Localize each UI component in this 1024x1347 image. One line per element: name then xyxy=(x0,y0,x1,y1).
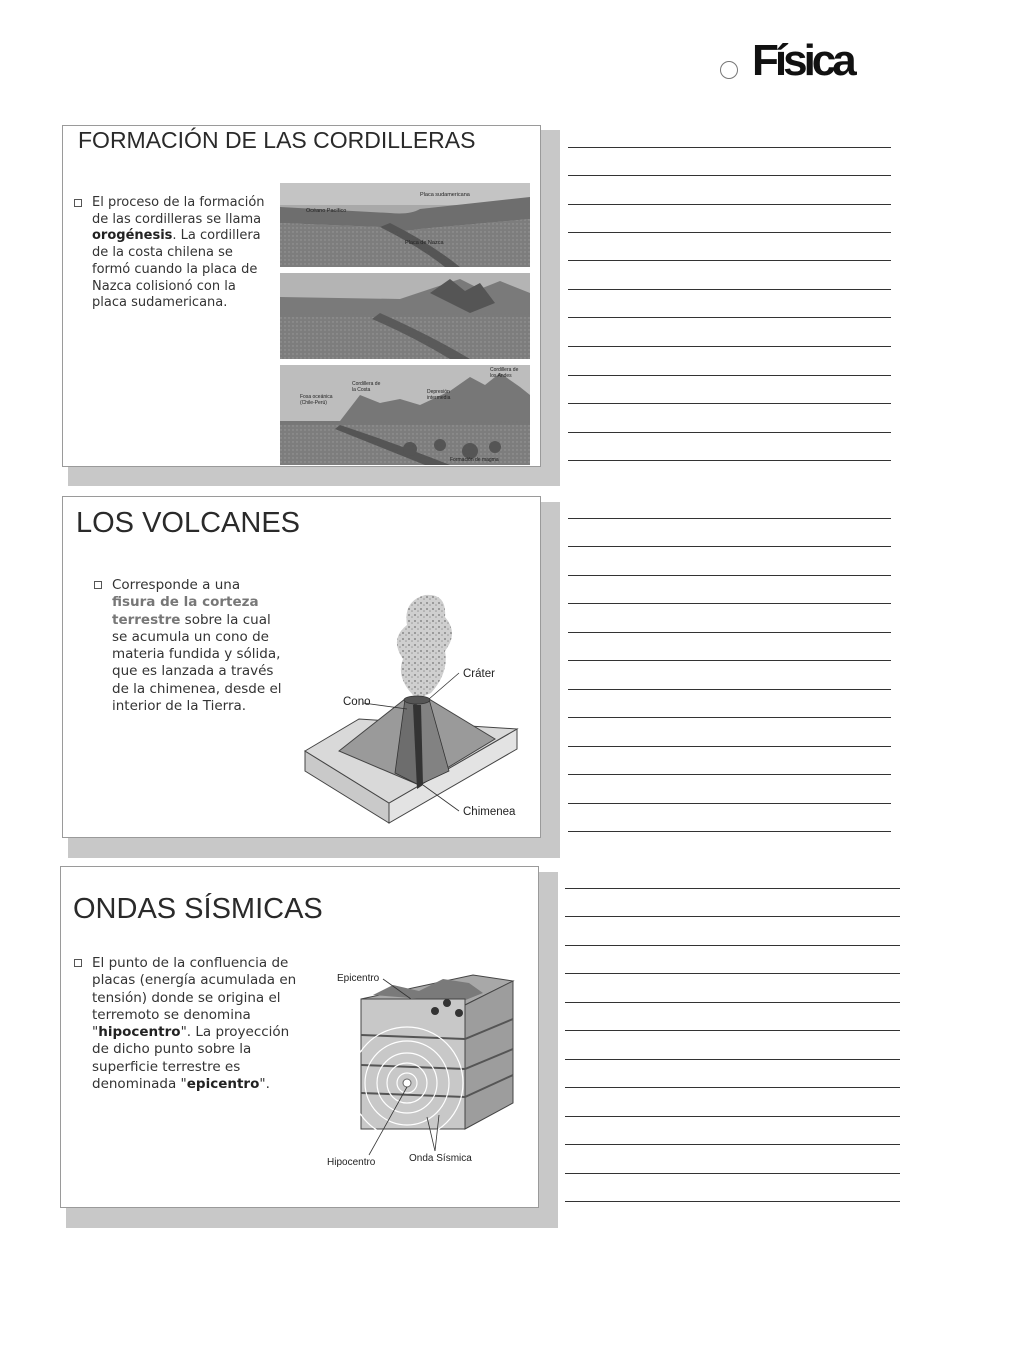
slide-title: LOS VOLCANES xyxy=(76,507,301,539)
slide-title: FORMACIÓN DE LAS CORDILLERAS xyxy=(78,127,476,153)
bullet-marker-icon xyxy=(74,959,82,967)
note-line xyxy=(568,774,891,775)
label-placa-sudamericana: Placa sudamericana xyxy=(420,192,470,198)
note-line xyxy=(565,1201,900,1202)
bullet-text: Corresponde a una fisura de la corteza terrestre sobre la cual se acumula un cono de materia fundida y sólida, que es lanzada a través de la chimenea, desde el interior de la Tierra. xyxy=(112,577,284,715)
label-oceano: Océano Pacífico xyxy=(306,208,347,214)
note-line xyxy=(568,375,891,376)
slide-volcanes xyxy=(62,496,541,838)
seismic-diagram xyxy=(323,965,523,1173)
note-line xyxy=(568,717,891,718)
label-cono: Cono xyxy=(343,696,371,708)
label-magma: Formación de magma xyxy=(450,457,499,463)
volcano-diagram xyxy=(299,589,539,829)
label-costa-1: Cordillera de xyxy=(352,381,381,387)
note-line xyxy=(568,660,891,661)
note-line xyxy=(565,1144,900,1145)
diagram-panel-2 xyxy=(280,273,530,359)
slide-title: ONDAS SÍSMICAS xyxy=(73,893,323,925)
label-fosa-1: Fosa oceánica xyxy=(300,394,333,400)
note-line xyxy=(568,460,891,461)
note-line xyxy=(565,1116,900,1117)
bullet-text: El proceso de la formación de las cordilleras se llama orogénesis. La cordillera de la costa chilena se formó cuando la placa de Nazca colisionó con la placa sudamericana. xyxy=(92,195,274,312)
note-line xyxy=(565,1002,900,1003)
note-line xyxy=(568,689,891,690)
note-line xyxy=(568,232,891,233)
note-line xyxy=(568,632,891,633)
diagram-panel-3 xyxy=(280,365,530,465)
note-line xyxy=(568,432,891,433)
note-line xyxy=(565,916,900,917)
note-line xyxy=(565,1030,900,1031)
note-line xyxy=(565,1173,900,1174)
slide-ondas-sismicas xyxy=(60,866,539,1208)
note-line xyxy=(568,317,891,318)
note-line xyxy=(568,175,891,176)
label-andes-2: los Andes xyxy=(490,373,512,379)
note-line xyxy=(568,260,891,261)
label-andes-1: Cordillera de xyxy=(490,367,519,373)
label-costa-2: la Costa xyxy=(352,387,371,393)
bullet-text: El punto de la confluencia de placas (energía acumulada en tensión) donde se origina el terremoto se denomina "hipocentro". La proyección de dicho punto sobre la superficie terrestre es denominada "epicentro". xyxy=(92,955,308,1093)
label-chimenea: Chimenea xyxy=(463,806,516,818)
label-depresion-1: Depresión xyxy=(427,389,450,395)
diagram-panel-1 xyxy=(280,183,530,267)
label-placa-nazca: Placa de Nazca xyxy=(405,240,444,246)
smoke-plume xyxy=(397,595,452,699)
note-line xyxy=(568,518,891,519)
note-line xyxy=(568,746,891,747)
note-line xyxy=(568,831,891,832)
header-circle-icon xyxy=(720,61,738,79)
bullet-marker-icon xyxy=(74,199,82,207)
note-line xyxy=(565,945,900,946)
label-crater: Cráter xyxy=(463,668,495,680)
note-line xyxy=(565,888,900,889)
note-line xyxy=(568,204,891,205)
note-line xyxy=(565,1059,900,1060)
note-line xyxy=(565,973,900,974)
label-hipocentro: Hipocentro xyxy=(327,1157,376,1168)
note-line xyxy=(568,147,891,148)
slide-cordilleras xyxy=(62,125,541,467)
hypocenter-dot xyxy=(403,1079,411,1087)
note-line xyxy=(568,546,891,547)
bullet-marker-icon xyxy=(94,581,102,589)
orogenesis-diagram xyxy=(280,183,532,465)
note-line xyxy=(565,1087,900,1088)
label-epicentro: Epicentro xyxy=(337,973,380,984)
label-depresion-2: intermedia xyxy=(427,395,451,401)
note-line xyxy=(568,603,891,604)
label-fosa-2: (Chile-Perú) xyxy=(300,400,327,406)
label-onda-sismica: Onda Sísmica xyxy=(409,1153,472,1164)
note-line xyxy=(568,403,891,404)
note-line xyxy=(568,575,891,576)
note-line xyxy=(568,289,891,290)
note-line xyxy=(568,346,891,347)
note-line xyxy=(568,803,891,804)
page-title: Física xyxy=(752,36,853,85)
